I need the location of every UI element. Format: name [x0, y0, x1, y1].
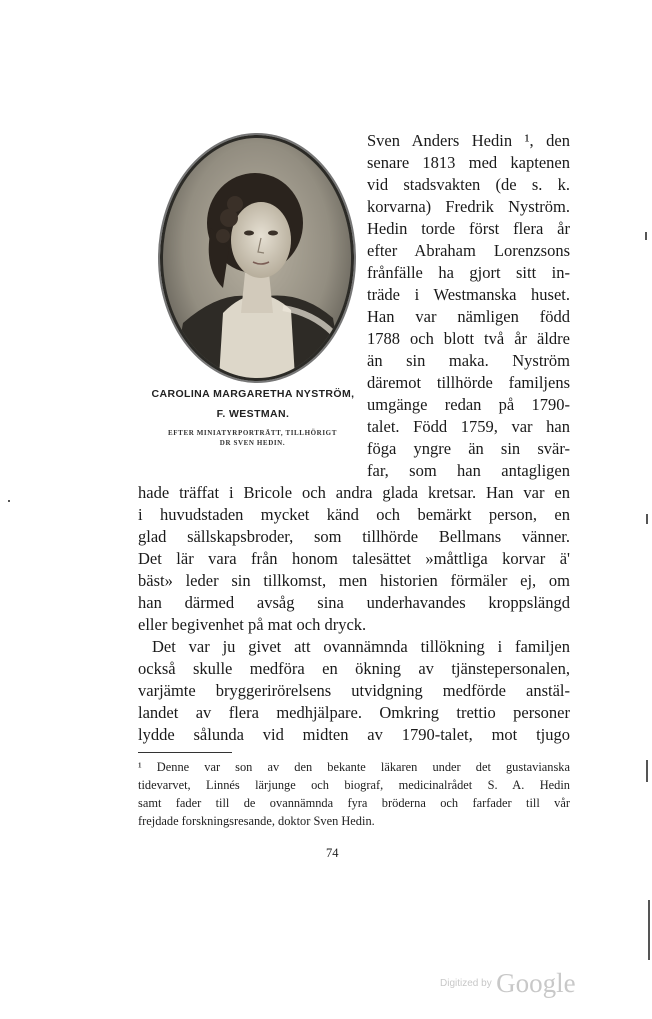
scan-mark [648, 900, 650, 960]
watermark-prefix: Digitized by [440, 978, 492, 989]
text-line: föga yngre än sin svär- [367, 439, 570, 458]
text-line: glad sällskapsbroder, som tillhörde Bellmans vänner. [138, 527, 570, 546]
text-line: däremot tillhörde familjens [367, 373, 570, 392]
text-line: bäst» leder sin tillkomst, men historien förmäler ej, om [138, 571, 570, 590]
caption-source-line: EFTER MINIATYRPORTRÄTT, TILLHÖRIGT [168, 429, 337, 437]
scan-mark [646, 514, 648, 524]
text-line: hade träffat i Bricole och andra glada kretsar. Han var en [138, 483, 570, 502]
portrait-miniature [160, 135, 354, 381]
footnote-line: samt fader till de ovannämnda fyra bröderna och farfader till vår [138, 796, 570, 810]
scan-mark [645, 232, 647, 240]
portrait-figure-icon [163, 138, 351, 378]
text-line: Hedin torde först flera år [367, 219, 570, 238]
text-line: han därmed avsåg sina underhavandes kroppslängd [138, 593, 570, 612]
text-line: korvarna) Fredrik Nyström. [367, 197, 570, 216]
text-line: 1788 och blott två år äldre [367, 329, 570, 348]
text-line: också skulle medföra en ökning av tjänstepersonalen, [138, 659, 570, 678]
text-line: Han var nämligen född [367, 307, 570, 326]
text-line: Det lär vara från honom talesättet »måttliga korvar ä' [138, 549, 570, 568]
text-line: talet. Född 1759, var han [367, 417, 570, 436]
footnote-rule [138, 752, 232, 753]
text-line: lydde sålunda vid midten av 1790-talet, mot tjugo [138, 725, 570, 744]
text-line: i huvudstaden mycket känd och bemärkt person, en [138, 505, 570, 524]
watermark-brand: Google [496, 968, 576, 998]
caption-source-line: DR SVEN HEDIN. [219, 439, 286, 447]
footnote-line: tidevarvet, Linnés lärjunge och biograf, medicinalrådet S. A. Hedin [138, 778, 570, 792]
scan-mark [646, 760, 648, 782]
caption-artist: F. WESTMAN. [216, 408, 290, 420]
page-number: 74 [326, 846, 339, 860]
digitized-watermark [440, 968, 576, 999]
text-line: vid stadsvakten (de s. k. [367, 175, 570, 194]
text-line: umgänge redan på 1790- [367, 395, 570, 414]
text-line: eller begivenhet på mat och dryck. [138, 615, 367, 634]
footnote-line: ¹ Denne var son av den bekante läkaren under det gustavianska [138, 760, 570, 774]
caption-name: CAROLINA MARGARETHA NYSTRÖM, [151, 388, 355, 400]
text-line: senare 1813 med kaptenen [367, 153, 570, 172]
text-line: Sven Anders Hedin ¹, den [367, 131, 570, 150]
scan-mark [8, 500, 10, 502]
text-line: varjämte bryggerirörelsens utvidgning medförde anstäl- [138, 681, 570, 700]
text-line: far, som han antagligen [367, 461, 570, 480]
text-line: än sin maka. Nyström [367, 351, 570, 370]
text-line: efter Abraham Lorenzsons [367, 241, 570, 260]
text-line: Det var ju givet att ovannämnda tillökning i familjen [152, 637, 570, 656]
text-line: träde i Westmanska huset. [367, 285, 570, 304]
portrait-caption [137, 384, 369, 424]
footnote-line: frejdade forskningsresande, doktor Sven Hedin. [138, 814, 375, 828]
text-line: landet av flera medhjälpare. Omkring trettio personer [138, 703, 570, 722]
text-line: frånfälle ha gjort sitt in- [367, 263, 570, 282]
portrait-source-note [140, 428, 365, 448]
